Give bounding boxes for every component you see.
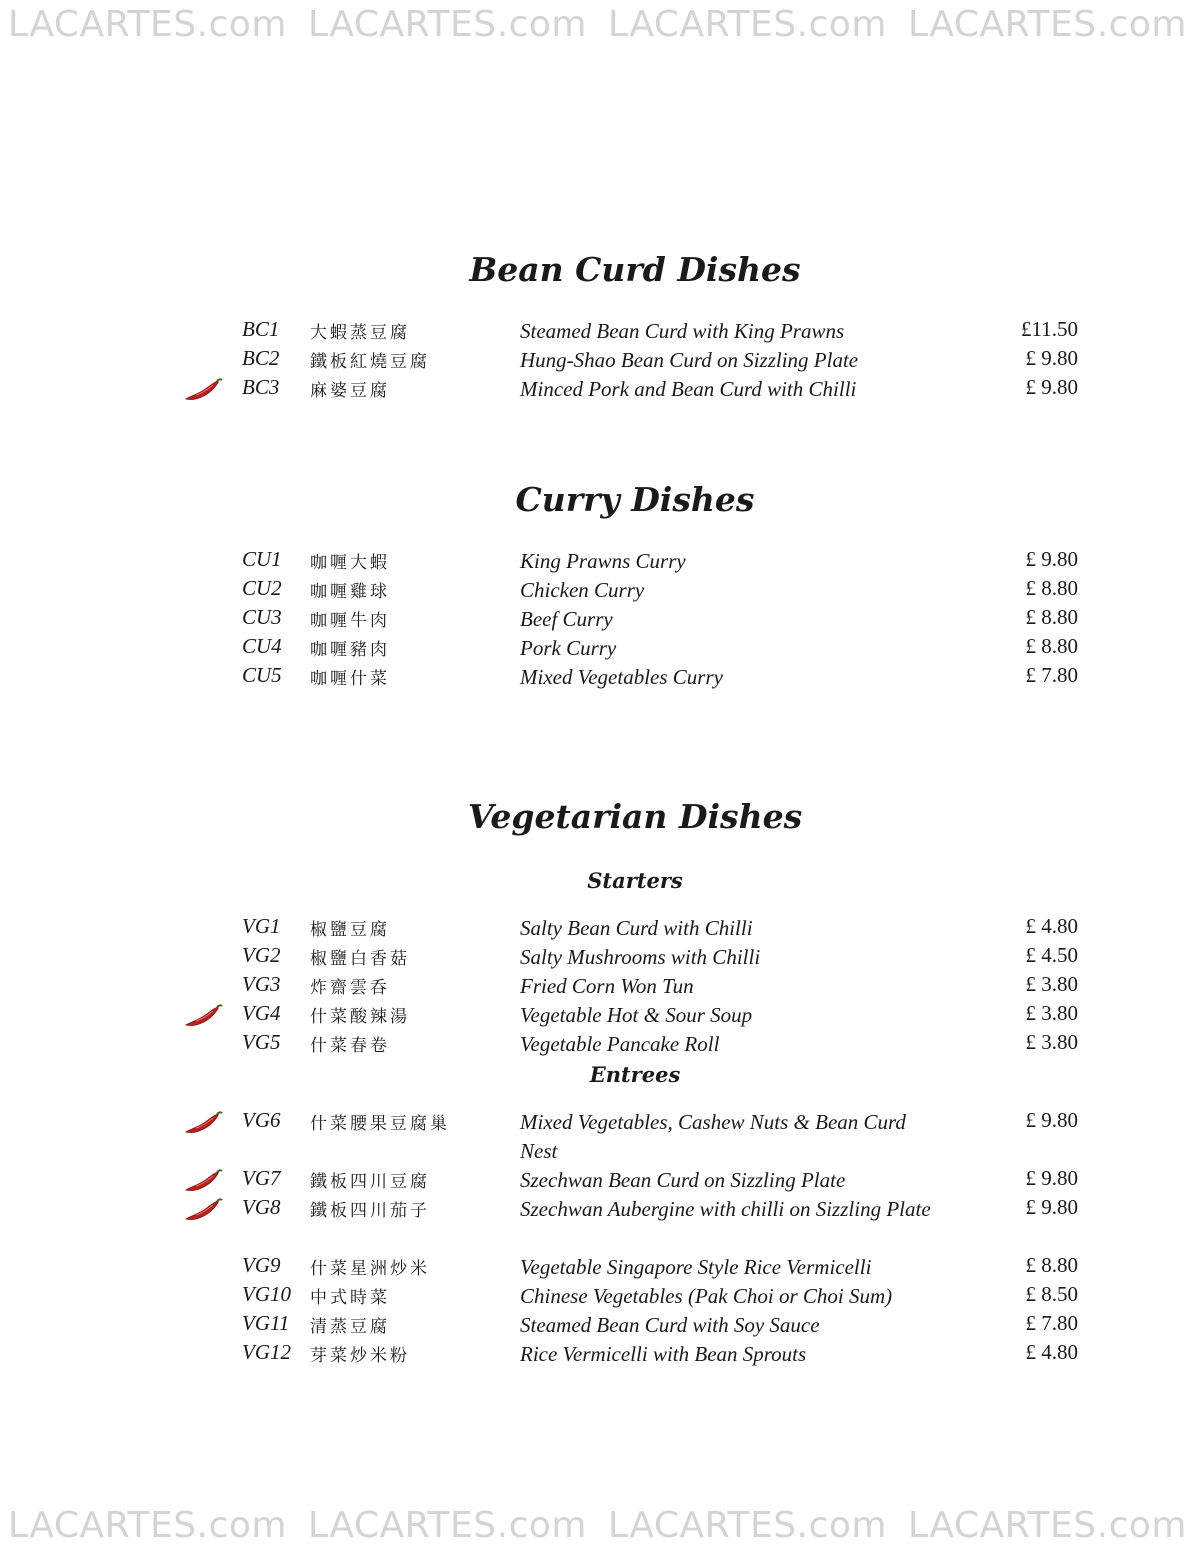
watermark-bottom [0, 1505, 1200, 1555]
item-chinese-name: 什菜酸辣湯 [310, 1007, 410, 1027]
item-chinese-name: 大蝦蒸豆腐 [310, 323, 410, 343]
item-price: £ 8.50 [1025, 1282, 1078, 1306]
item-code: BC1 [242, 317, 280, 341]
chilli-pepper-icon [184, 377, 224, 403]
menu-item [0, 1340, 1200, 1369]
item-price: £ 8.80 [1025, 576, 1078, 600]
item-price: £ 9.80 [1025, 1108, 1078, 1132]
item-price: £ 4.80 [1025, 1340, 1078, 1364]
item-code: BC2 [242, 346, 280, 370]
menu-item [0, 547, 1200, 576]
item-english-name: Szechwan Bean Curd on Sizzling Plate [520, 1168, 846, 1192]
chilli-pepper-icon [184, 1003, 224, 1029]
starters-subtitle: Starters [587, 868, 683, 893]
item-price: £ 4.80 [1025, 914, 1078, 938]
item-chinese-name: 清蒸豆腐 [310, 1317, 390, 1337]
item-price: £ 9.80 [1025, 547, 1078, 571]
chilli-pepper-icon [184, 1197, 224, 1223]
item-code: VG11 [242, 1311, 290, 1335]
item-english-name: Mixed Vegetables Curry [520, 665, 723, 689]
menu-item [0, 1282, 1200, 1311]
menu-item [0, 1166, 1200, 1195]
item-english-name: Vegetable Singapore Style Rice Vermicelli [520, 1255, 872, 1279]
item-price: £ 8.80 [1025, 1253, 1078, 1277]
item-chinese-name: 中式時菜 [310, 1288, 390, 1308]
chilli-pepper-icon [184, 1168, 224, 1194]
item-price: £ 9.80 [1025, 375, 1078, 399]
item-code: VG10 [242, 1282, 291, 1306]
item-price: £ 9.80 [1025, 1195, 1078, 1219]
curry-title: Curry Dishes [515, 480, 755, 519]
item-code: VG12 [242, 1340, 291, 1364]
watermark-text: LACARTES.com [908, 1505, 1187, 1546]
item-code: VG6 [242, 1108, 281, 1132]
item-english-name: Vegetable Pancake Roll [520, 1032, 720, 1056]
item-english-name: Chicken Curry [520, 578, 645, 602]
item-chinese-name: 麻婆豆腐 [310, 381, 390, 401]
item-english-name: Hung-Shao Bean Curd on Sizzling Plate [520, 348, 859, 372]
item-code: VG8 [242, 1195, 281, 1219]
item-code: CU3 [242, 605, 282, 629]
menu-item [0, 1253, 1200, 1282]
item-chinese-name: 咖喱什菜 [310, 669, 390, 689]
item-chinese-name: 咖喱牛肉 [310, 611, 390, 631]
item-code: VG7 [242, 1166, 281, 1190]
item-code: VG1 [242, 914, 281, 938]
item-chinese-name: 什菜腰果豆腐巢 [310, 1114, 450, 1134]
item-price: £ 7.80 [1025, 663, 1078, 687]
menu-item [0, 375, 1200, 404]
item-chinese-name: 鐵板四川茄子 [310, 1201, 430, 1221]
item-english-name: Fried Corn Won Tun [520, 974, 694, 998]
item-english-name: Mixed Vegetables, Cashew Nuts & Bean Curd Nest [520, 1110, 906, 1163]
item-price: £ 3.80 [1025, 1030, 1078, 1054]
item-price: £ 7.80 [1025, 1311, 1078, 1335]
item-code: VG3 [242, 972, 281, 996]
item-code: VG9 [242, 1253, 281, 1277]
watermark-text: LACARTES.com [308, 1505, 587, 1546]
watermark-top [0, 4, 1200, 54]
menu-item [0, 663, 1200, 692]
menu-item [0, 1195, 1200, 1253]
item-english-name: Pork Curry [520, 636, 617, 660]
watermark-text: LACARTES.com [8, 1505, 287, 1546]
menu-item [0, 943, 1200, 972]
menu-item [0, 1030, 1200, 1059]
menu-item [0, 576, 1200, 605]
item-chinese-name: 鐵板四川豆腐 [310, 1172, 430, 1192]
item-chinese-name: 鐵板紅燒豆腐 [310, 352, 430, 372]
menu-item [0, 346, 1200, 375]
watermark-text: LACARTES.com [308, 4, 587, 45]
menu-item [0, 605, 1200, 634]
item-english-name: Steamed Bean Curd with Soy Sauce [520, 1313, 820, 1337]
menu-item [0, 634, 1200, 663]
item-price: £ 3.80 [1025, 972, 1078, 996]
menu-item [0, 1001, 1200, 1030]
item-english-name: Minced Pork and Bean Curd with Chilli [520, 377, 857, 401]
item-english-name: Steamed Bean Curd with King Prawns [520, 319, 845, 343]
item-price: £ 4.50 [1025, 943, 1078, 967]
item-chinese-name: 什菜星洲炒米 [310, 1259, 430, 1279]
watermark-text: LACARTES.com [8, 4, 287, 45]
menu-item [0, 1311, 1200, 1340]
watermark-text: LACARTES.com [908, 4, 1187, 45]
menu-item [0, 317, 1200, 346]
chilli-pepper-icon [184, 1110, 224, 1136]
item-price: £ 3.80 [1025, 1001, 1078, 1025]
item-chinese-name: 咖喱豬肉 [310, 640, 390, 660]
item-chinese-name: 咖喱大蝦 [310, 553, 390, 573]
item-chinese-name: 芽菜炒米粉 [310, 1346, 410, 1366]
item-chinese-name: 椒鹽豆腐 [310, 920, 390, 940]
menu-item [0, 972, 1200, 1001]
item-chinese-name: 咖喱雞球 [310, 582, 390, 602]
item-code: CU2 [242, 576, 282, 600]
item-english-name: Szechwan Aubergine with chilli on Sizzling Plate [520, 1197, 931, 1221]
item-chinese-name: 什菜春卷 [310, 1036, 390, 1056]
menu-item [0, 914, 1200, 943]
item-english-name: Beef Curry [520, 607, 613, 631]
item-english-name: Chinese Vegetables (Pak Choi or Choi Sum) [520, 1284, 893, 1308]
item-chinese-name: 炸齋雲呑 [310, 978, 390, 998]
item-price: £ 8.80 [1025, 634, 1078, 658]
item-code: VG4 [242, 1001, 281, 1025]
item-price: £ 9.80 [1025, 346, 1078, 370]
vegetarian-title: Vegetarian Dishes [467, 797, 803, 836]
item-code: VG2 [242, 943, 281, 967]
menu-item [0, 1108, 1200, 1166]
item-price: £ 8.80 [1025, 605, 1078, 629]
watermark-text: LACARTES.com [608, 4, 887, 45]
item-english-name: King Prawns Curry [520, 549, 686, 573]
item-code: CU4 [242, 634, 282, 658]
item-english-name: Rice Vermicelli with Bean Sprouts [520, 1342, 807, 1366]
watermark-text: LACARTES.com [608, 1505, 887, 1546]
item-english-name: Vegetable Hot & Sour Soup [520, 1003, 753, 1027]
item-code: CU5 [242, 663, 282, 687]
item-chinese-name: 椒鹽白香菇 [310, 949, 410, 969]
item-price: £ 9.80 [1025, 1166, 1078, 1190]
bean-curd-title: Bean Curd Dishes [469, 250, 801, 289]
item-english-name: Salty Mushrooms with Chilli [520, 945, 761, 969]
item-english-name: Salty Bean Curd with Chilli [520, 916, 753, 940]
entrees-subtitle: Entrees [589, 1062, 681, 1087]
item-code: BC3 [242, 375, 280, 399]
item-price: £11.50 [1021, 317, 1078, 341]
item-code: CU1 [242, 547, 282, 571]
item-code: VG5 [242, 1030, 281, 1054]
